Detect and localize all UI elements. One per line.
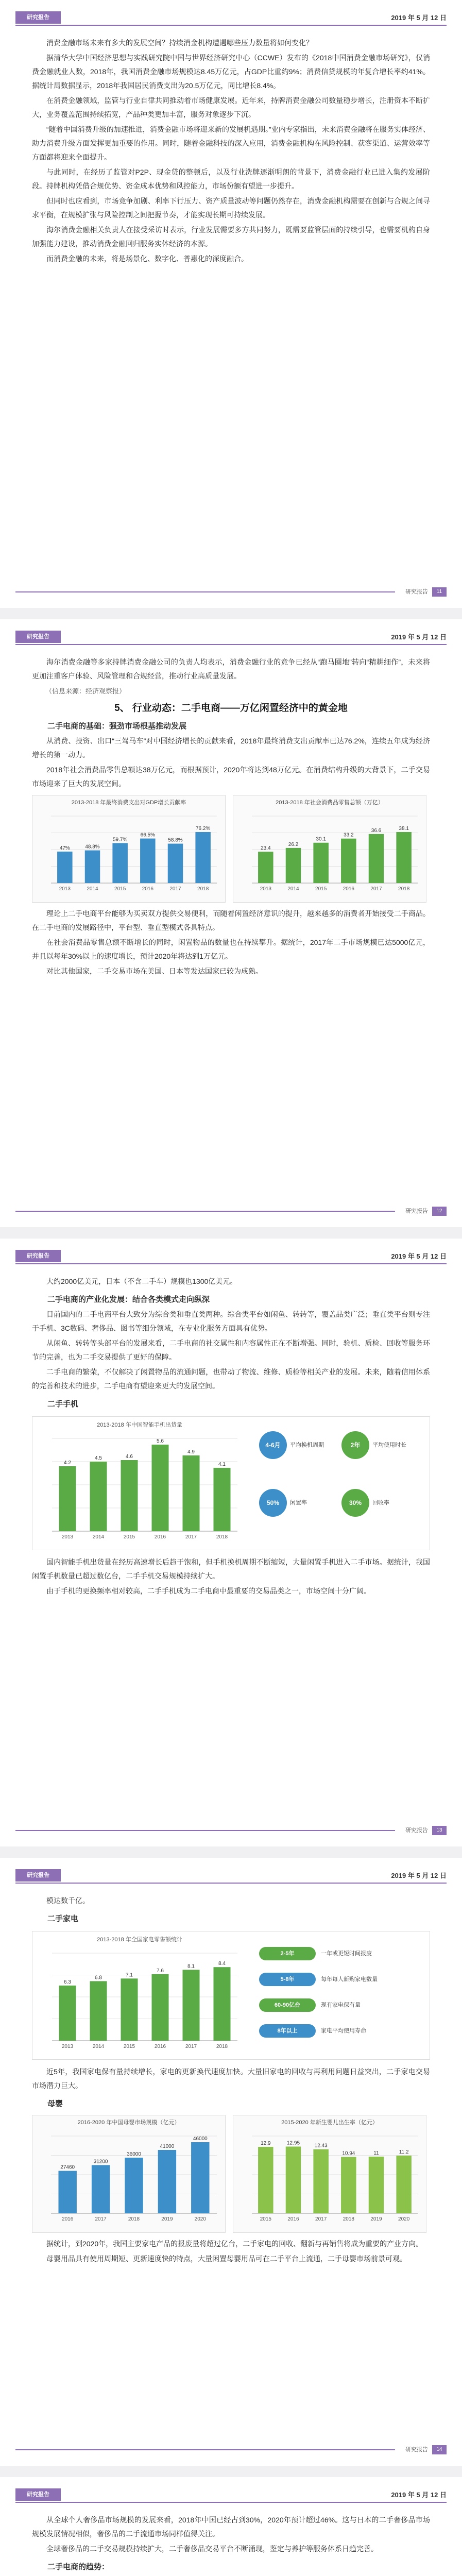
page-number: 11 [432, 587, 447, 597]
tick-label: 2014 [87, 886, 98, 892]
tick-label: 2016 [154, 1534, 166, 1540]
bar [195, 832, 211, 883]
data-label: 36.6 [371, 827, 382, 834]
page-body [32, 36, 430, 267]
data-label: 5.6 [157, 1438, 164, 1444]
data-label: 12.9 [261, 2141, 271, 2146]
bar [341, 2157, 356, 2213]
data-label: 59.7% [112, 837, 128, 843]
source-note: （信息来源：经济观察报） [45, 687, 126, 695]
consumption-chart [32, 795, 226, 903]
page-body [32, 2513, 430, 2576]
bar [183, 1455, 200, 1531]
report-date: 2019 年 5 月 12 日 [391, 1872, 447, 1879]
footer-divider [15, 1830, 395, 1831]
birth-rate-chart [233, 2115, 426, 2233]
bar [369, 834, 384, 883]
data-label: 4.1 [218, 1462, 226, 1467]
baby-market-chart-svg [36, 2127, 222, 2225]
sub-title: 二手电商的基础：强劲市场根基推动发展 [47, 722, 187, 731]
page-number: 14 [432, 2445, 447, 2454]
tick-label: 2019 [370, 2216, 382, 2222]
report-date: 2019 年 5 月 12 日 [391, 14, 447, 22]
stat-circle: 4-6月 [259, 1431, 287, 1459]
section-title: 5、 行业动态：二手电商——万亿闲置经济中的黄金地 [114, 703, 348, 714]
paragraph: 国内智能手机出货量在经历高速增长后趋于饱和，但手机换机周期不断缩短，大量闲置手机进入二手市场。据统计，我国闲置手机数量已超过数亿台，二手手机交易规模持续扩大。 [32, 1558, 430, 1580]
tick-label: 2013 [61, 1534, 74, 1540]
retail-chart [233, 795, 426, 903]
bar [313, 843, 329, 883]
tick-label: 2017 [185, 2044, 197, 2049]
tick-label: 2018 [398, 886, 410, 892]
data-label: 4.5 [95, 1455, 102, 1461]
stat-circle: 2年 [341, 1431, 369, 1459]
tick-label: 2017 [315, 2216, 327, 2222]
paragraph: 从全球个人奢侈品市场规模的发展来看，2018年中国已经占到30%，2020年预计超过46%。这与日本的二手奢侈品市场规模发展情况相似，奢侈品的二手流通市场同样值得关注。 [32, 2516, 430, 2538]
data-label: 58.8% [168, 837, 183, 843]
bar [121, 1978, 138, 2041]
phone-chart-svg [37, 1429, 243, 1543]
header-divider [15, 2502, 447, 2503]
bar [152, 1974, 169, 2041]
tick-label: 2015 [114, 886, 126, 892]
chart-title: 2013-2018 年最终消费支出对GDP增长贡献率 [71, 800, 186, 806]
paragraph: 母婴用品具有使用周期短、更新速度快的特点，大量闲置母婴用品可在二手平台上流通，二手母婴市场前景可观。 [46, 2255, 407, 2263]
tick-label: 2015 [315, 886, 327, 892]
data-label: 7.6 [157, 1968, 164, 1974]
page-number: 13 [432, 1826, 447, 1835]
bar [112, 843, 128, 883]
bar [152, 1445, 169, 1531]
stat-note: 家电平均使用寿命 [321, 2028, 366, 2034]
tick-label: 2017 [370, 886, 382, 892]
tick-label: 2016 [343, 886, 354, 892]
bar [121, 1460, 138, 1531]
page-header [15, 1869, 447, 1884]
page-header [15, 2488, 447, 2503]
tick-label: 2013 [59, 886, 71, 892]
sub-title: 母婴 [47, 2099, 63, 2108]
footer-divider [15, 2449, 395, 2450]
data-label: 11.2 [399, 2149, 409, 2155]
stat-note: 闲置率 [290, 1500, 307, 1506]
paragraph: 模达数千亿。 [46, 1896, 90, 1905]
tick-label: 2016 [62, 2216, 74, 2222]
data-label: 10.94 [342, 2150, 355, 2157]
birth-rate-chart-svg [236, 2127, 423, 2225]
bar [369, 2157, 384, 2213]
stat-pill: 60-90亿台 [259, 1998, 316, 2012]
bar [396, 2156, 412, 2213]
tick-label: 2015 [260, 2216, 271, 2222]
bar [183, 1970, 200, 2041]
bar [286, 2147, 301, 2214]
sub-title: 二手电商的趋势： [47, 2563, 110, 2571]
stat-circle: 50% [259, 1489, 287, 1517]
page-header [15, 11, 447, 26]
stat-note: 回收率 [372, 1500, 389, 1506]
footer-divider [15, 591, 395, 592]
stat-note: 现有家电保有量 [321, 2002, 361, 2008]
report-tag: 研究报告 [15, 2488, 61, 2501]
footer-divider [15, 1211, 395, 1212]
data-label: 8.1 [187, 1963, 195, 1970]
chart-title: 2013-2018 年社会消费品零售总额（万亿） [276, 800, 384, 806]
paragraph: 但同时也应看到，市场竞争加剧、利率下行压力、资产质量波动等问题仍然存在，消费金融机构需要在创新与合规之间寻求平衡，在规模扩张与风险控制之间把握节奏，才能实现长期可持续发展。 [32, 197, 430, 219]
tick-label: 2016 [287, 2216, 299, 2222]
tick-label: 2014 [287, 886, 299, 892]
chart-title: 2013-2018 年中国智能手机出货量 [97, 1422, 182, 1428]
data-label: 30.1 [316, 836, 326, 842]
page-body [32, 655, 430, 979]
tick-label: 2020 [398, 2216, 410, 2222]
tick-label: 2016 [154, 2044, 166, 2049]
data-label: 6.8 [95, 1975, 102, 1981]
tick-label: 2016 [142, 886, 153, 892]
report-date: 2019 年 5 月 12 日 [391, 1252, 447, 1260]
footer-name: 研究报告 [405, 1208, 428, 1214]
baby-market-chart [32, 2115, 226, 2233]
paragraph: 理论上二手电商平台能够为买卖双方提供交易便利，而随着闲置经济意识的提升，越来越多的消费者开始接受二手商品。在二手电商的发展路径中，平台型、垂直型模式各具特点。 [32, 909, 430, 931]
bar [59, 1986, 76, 2041]
bar [57, 852, 73, 883]
bar [313, 2149, 329, 2213]
paragraph: 在社会消费品零售总额不断增长的同时，闲置物品的数量也在持续攀升。据统计，2017年二手市场规模已达5000亿元，并且以每年30%以上的速度增长，预计2020年将达到1万亿元。 [32, 938, 430, 960]
page-header [15, 1250, 447, 1264]
report-tag: 研究报告 [15, 631, 61, 643]
data-label: 26.2 [288, 841, 299, 848]
data-label: 12.43 [314, 2143, 328, 2149]
stat-circle: 30% [341, 1489, 369, 1517]
bar [92, 2165, 110, 2213]
bar [58, 2171, 76, 2213]
report-page-14 [0, 1858, 462, 2466]
data-label: 11 [373, 2150, 379, 2156]
tick-label: 2017 [95, 2216, 107, 2222]
data-label: 6.3 [64, 1979, 71, 1985]
tick-label: 2013 [260, 886, 271, 892]
stat-note: 一年或更短时间报废 [321, 1951, 372, 1957]
data-label: 33.2 [344, 832, 354, 838]
page-header [15, 631, 447, 645]
sub-title: 二手家电 [47, 1914, 79, 1923]
data-label: 36000 [127, 2151, 141, 2157]
bar [258, 2147, 273, 2213]
tick-label: 2020 [194, 2216, 206, 2222]
header-divider [15, 25, 447, 26]
bar [341, 839, 356, 883]
sub-title: 二手手机 [47, 1400, 79, 1409]
data-label: 27460 [60, 2164, 75, 2171]
appliance-chart-svg [37, 1944, 243, 2052]
bar [59, 1466, 76, 1531]
header-divider [15, 1883, 447, 1884]
paragraph: 近5年，我国家电保有量持续增长，家电的更新换代速度加快。大量旧家电的回收与再利用问题日益突出，二手家电交易市场潜力巨大。 [32, 2067, 430, 2090]
bar [125, 2158, 143, 2213]
tick-label: 2015 [123, 1534, 135, 1540]
page-footer [15, 1826, 447, 1835]
bar [214, 1967, 231, 2041]
page-footer [15, 587, 447, 597]
paragraph: 而消费金融的未来，将是场景化、数字化、普惠化的深度融合。 [46, 255, 248, 263]
tick-label: 2018 [128, 2216, 140, 2222]
data-label: 47% [59, 845, 70, 851]
tick-label: 2018 [216, 2044, 228, 2049]
bar [90, 1981, 107, 2041]
bar [258, 852, 273, 883]
bar [191, 2142, 209, 2213]
chart-title: 2016-2020 年中国母婴市场规模（亿元） [77, 2120, 180, 2126]
paragraph: 从消费、投资、出口“三驾马车”对中国经济增长的贡献来看，2018年最终消费支出贡献率已达76.2%，连续五年成为经济增长的第一动力。 [32, 737, 430, 759]
chart-title: 2013-2018 年全国家电零售额统计 [97, 1937, 182, 1943]
baby-chart-row [32, 2115, 430, 2233]
header-divider [15, 1263, 447, 1264]
data-label: 76.2% [195, 825, 211, 832]
bar [85, 851, 100, 883]
footer-name: 研究报告 [405, 2447, 428, 2453]
page-gap [0, 608, 462, 619]
footer-name: 研究报告 [405, 589, 428, 595]
data-label: 4.9 [187, 1449, 195, 1455]
page-gap [0, 1846, 462, 1858]
report-page-12 [0, 619, 462, 1227]
data-label: 8.4 [218, 1961, 226, 1967]
stat-pill: 5-8年 [259, 1973, 316, 1986]
paragraph: 对比其他国家，二手交易市场在美国、日本等发达国家已较为成熟。 [46, 967, 263, 975]
report-page-11 [0, 0, 462, 608]
stat-note: 每年每人新购家电数量 [321, 1976, 378, 1982]
paragraph: 与此同时，在经历了监管对P2P、现金贷的整顿后，以及行业洗牌逐渐明朗的背景下，消费金融行业已进入集约发展阶段。持牌机构凭借合规优势、资金成本优势和风控能力，市场份额有望进一步提升。 [32, 168, 430, 190]
stat-pill: 8年以上 [259, 2024, 316, 2038]
paragraph: 由于手机的更换频率相对较高，二手手机成为二手电商中最重要的交易品类之一，市场空间十分广阔。 [46, 1587, 371, 1595]
report-page-13 [0, 1239, 462, 1846]
paragraph: 2018年社会消费品零售总额达38万亿元，而根据预计，2020年将达到48万亿元。在消费结构升级的大背景下，二手交易市场迎来了巨大的发展空间。 [32, 766, 430, 788]
page-footer [15, 2445, 447, 2454]
paragraph: 海尔消费金融等多家持牌消费金融公司的负责人均表示，消费金融行业的竞争已经从“跑马圈地”转向“精耕细作”，未来将更加注重客户体验、风险管理和合规经营，推动行业高质量发展。 [32, 658, 430, 680]
data-label: 4.6 [126, 1454, 133, 1460]
paragraph: “随着中国消费升级的加速推进，消费金融市场将迎来新的发展机遇期。”业内专家指出，未来消费金融将在服务实体经济、助力消费升级方面发挥更加重要的作用。同时，随着金融科技的深入应用，消费金融机构在风险控制、获客渠道、运营效率等方面都将迎来全面提升。 [32, 125, 430, 161]
data-label: 48.8% [85, 844, 100, 850]
chart-row [32, 795, 430, 903]
data-label: 7.1 [126, 1972, 133, 1978]
report-date: 2019 年 5 月 12 日 [391, 633, 447, 641]
bar [396, 832, 412, 883]
bar [140, 839, 156, 883]
report-tag: 研究报告 [15, 1250, 61, 1262]
tick-label: 2017 [169, 886, 181, 892]
data-label: 41000 [160, 2144, 175, 2149]
paragraph: 二手电商的繁荣，不仅解决了闲置物品的流通问题，也带动了物流、维修、质检等相关产业的发展。未来，随着信用体系的完善和技术的进步，二手电商有望迎来更大的发展空间。 [32, 1368, 430, 1390]
page-gap [0, 1227, 462, 1239]
bar [214, 1468, 231, 1531]
paragraph: 海尔消费金融相关负责人在接受采访时表示，行业发展需要多方共同努力，既需要监管层面的持续引导，也需要机构自身加强能力建设，推动消费金融回归服务实体经济的本源。 [32, 226, 430, 248]
tick-label: 2013 [61, 2044, 74, 2049]
tick-label: 2015 [123, 2044, 135, 2049]
appliance-infographic [32, 1931, 430, 2060]
chart-title: 2015-2020 年新生婴儿出生率（亿元） [281, 2120, 378, 2126]
report-page-15 [0, 2477, 462, 2576]
page-footer [15, 1207, 447, 1216]
data-label: 23.4 [261, 845, 271, 852]
bar [286, 848, 301, 883]
report-tag: 研究报告 [15, 1869, 61, 1882]
sub-title: 二手电商的产业化发展：结合各类模式走向纵深 [47, 1295, 210, 1304]
paragraph: 大约2000亿美元，日本（不含二手车）规模也1300亿美元。 [46, 1277, 237, 1285]
paragraph: 据清华大学中国经济思想与实践研究院中国与世界经济研究中心（CCWE）发布的《2018中国消费金融市场研究》，仅消费金融就业人数，2018年，我国消费金融市场规模达8.45万亿元，占GDP比重约9%；消费信贷规模的年复合增长率约41%。据统计局数据显示，2018年我国居民消费支出为20.5万亿元，同比增长8.4%。 [32, 54, 430, 90]
paragraph: 据统计，到2020年，我国主要家电产品的报废量将超过亿台，二手家电的回收、翻新与再销售将成为重要的产业方向。 [46, 2240, 423, 2248]
tick-label: 2017 [185, 1534, 197, 1540]
paragraph: 消费金融市场未来有多大的发展空间？持续消金机构遭遇哪些压力数量将如何变化？ [46, 39, 313, 47]
page-body [32, 1275, 430, 1599]
tick-label: 2014 [92, 2044, 105, 2049]
stat-pill: 2-5年 [259, 1947, 316, 1960]
page-gap [0, 2466, 462, 2477]
tick-label: 2018 [343, 2216, 354, 2222]
bar [168, 844, 183, 883]
stat-note: 平均换机周期 [290, 1442, 324, 1448]
report-tag: 研究报告 [15, 11, 61, 24]
report-date: 2019 年 5 月 12 日 [391, 2491, 447, 2499]
page-number: 12 [432, 1207, 447, 1216]
data-label: 66.5% [140, 832, 156, 838]
phone-infographic [32, 1416, 430, 1550]
stat-note: 平均使用时长 [372, 1442, 406, 1448]
header-divider [15, 644, 447, 645]
footer-name: 研究报告 [405, 1827, 428, 1834]
paragraph: 在消费金融领域，监管与行业自律共同推动着市场健康发展。近年来，持牌消费金融公司数量稳步增长，注册资本不断扩大，业务覆盖范围持续拓宽，产品种类更加丰富，服务对象逐步下沉。 [32, 96, 430, 118]
data-label: 38.1 [399, 825, 409, 832]
paragraph: 全球奢侈品的二手交易规模持续扩大，二手奢侈品交易平台不断涌现，鉴定与养护等服务体系日趋完善。 [46, 2545, 378, 2553]
data-label: 4.2 [64, 1460, 71, 1466]
data-label: 31200 [93, 2159, 108, 2165]
page-body [32, 1894, 430, 2267]
tick-label: 2019 [161, 2216, 173, 2222]
paragraph: 目前国内的二手电商平台大致分为综合类和垂直类两种。综合类平台如闲鱼、转转等，覆盖品类广泛；垂直类平台则专注于手机、3C数码、奢侈品、图书等细分领域，在专业化服务方面具有优势。 [32, 1310, 430, 1332]
bar [90, 1462, 107, 1531]
consumption-chart-svg [36, 807, 222, 894]
tick-label: 2014 [92, 1534, 105, 1540]
tick-label: 2018 [216, 1534, 228, 1540]
retail-chart-svg [236, 807, 423, 894]
data-label: 46000 [193, 2136, 208, 2142]
bar [158, 2150, 176, 2213]
tick-label: 2018 [197, 886, 209, 892]
paragraph: 从闲鱼、转转等头部平台的发展来看，二手电商的社交属性和内容属性正在不断增强。同时，验机、质检、回收等服务环节的完善，也为二手交易提供了更好的保障。 [32, 1339, 430, 1361]
data-label: 12.95 [286, 2140, 300, 2146]
